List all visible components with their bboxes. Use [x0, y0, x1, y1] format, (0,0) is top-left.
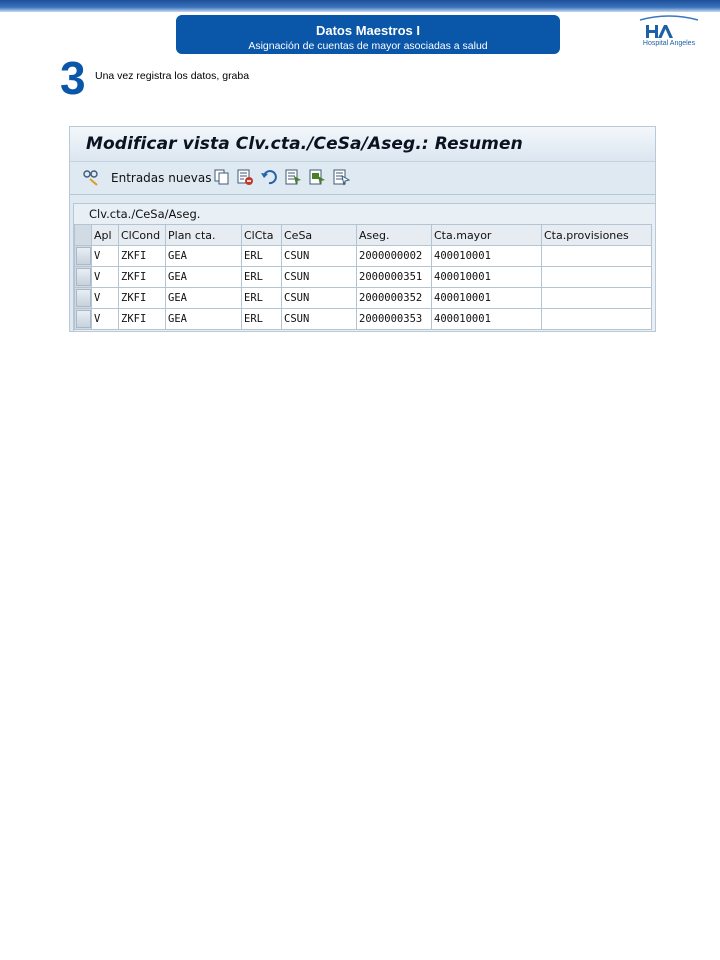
deselect-all-icon[interactable] — [332, 168, 350, 186]
table-cell[interactable]: GEA — [166, 288, 242, 309]
sap-screenshot — [69, 126, 656, 332]
table-cell[interactable]: GEA — [166, 309, 242, 330]
table-cell[interactable]: 400010001 — [432, 288, 542, 309]
table-cell[interactable]: 400010001 — [432, 267, 542, 288]
hospital-angeles-logo — [634, 14, 704, 50]
table-cell[interactable]: CSUN — [282, 288, 357, 309]
table-cell[interactable]: ERL — [242, 288, 282, 309]
table-cell[interactable] — [542, 267, 652, 288]
sap-screen-title: Modificar vista Clv.cta./CeSa/Aseg.: Resumen — [86, 134, 523, 154]
table-cell[interactable]: V — [92, 309, 119, 330]
table-cell[interactable]: 2000000352 — [357, 288, 432, 309]
copy-icon[interactable] — [212, 168, 230, 186]
column-header[interactable]: Apl — [92, 225, 119, 246]
delete-icon[interactable] — [236, 168, 254, 186]
column-header[interactable]: Aseg. — [357, 225, 432, 246]
column-header[interactable]: ClCond — [119, 225, 166, 246]
sap-toolbar — [70, 162, 655, 195]
table-cell[interactable]: 2000000351 — [357, 267, 432, 288]
step-number: 3 — [60, 52, 86, 104]
step-instruction: Una vez registra los datos, graba — [95, 70, 250, 82]
sap-title-bar — [70, 127, 655, 162]
table-cell[interactable]: ZKFI — [119, 267, 166, 288]
table-caption: Clv.cta./CeSa/Aseg. — [89, 207, 201, 221]
table-cell[interactable]: ZKFI — [119, 246, 166, 267]
table-cell[interactable] — [542, 288, 652, 309]
table-cell[interactable] — [542, 246, 652, 267]
edit-glasses-icon[interactable] — [82, 168, 100, 186]
row-selector[interactable] — [75, 288, 92, 309]
table-cell[interactable]: CSUN — [282, 267, 357, 288]
table-cell[interactable]: GEA — [166, 267, 242, 288]
select-all-cell[interactable] — [75, 225, 92, 246]
column-header[interactable]: ClCta — [242, 225, 282, 246]
table-cell[interactable]: V — [92, 288, 119, 309]
table-row[interactable] — [75, 246, 652, 267]
row-selector[interactable] — [75, 309, 92, 330]
column-header[interactable]: Cta.mayor — [432, 225, 542, 246]
table-cell[interactable]: ERL — [242, 246, 282, 267]
table-row[interactable] — [75, 267, 652, 288]
table-cell[interactable]: 400010001 — [432, 246, 542, 267]
column-header[interactable]: Plan cta. — [166, 225, 242, 246]
table-cell[interactable]: CSUN — [282, 246, 357, 267]
table-cell[interactable]: 2000000353 — [357, 309, 432, 330]
table-cell[interactable]: V — [92, 267, 119, 288]
document-subtitle: Asignación de cuentas de mayor asociadas a salud — [248, 40, 488, 52]
column-header[interactable]: CeSa — [282, 225, 357, 246]
table-cell[interactable]: ERL — [242, 309, 282, 330]
table-panel — [73, 203, 656, 332]
document-title: Datos Maestros I — [315, 23, 421, 38]
top-decorative-band — [0, 0, 720, 12]
table-cell[interactable]: CSUN — [282, 309, 357, 330]
select-block-icon[interactable] — [308, 168, 326, 186]
table-cell[interactable]: ZKFI — [119, 309, 166, 330]
table-cell[interactable]: 2000000002 — [357, 246, 432, 267]
row-selector[interactable] — [75, 246, 92, 267]
new-entries-button[interactable]: Entradas nuevas — [111, 171, 212, 185]
document-header — [176, 15, 560, 54]
table-header-row — [75, 225, 652, 246]
select-all-icon[interactable] — [284, 168, 302, 186]
table-row[interactable] — [75, 309, 652, 330]
table-cell[interactable] — [542, 309, 652, 330]
table-row[interactable] — [75, 288, 652, 309]
table-cell[interactable]: 400010001 — [432, 309, 542, 330]
row-selector[interactable] — [75, 267, 92, 288]
table-cell[interactable]: ERL — [242, 267, 282, 288]
data-table — [74, 224, 652, 330]
column-header[interactable]: Cta.provisiones — [542, 225, 652, 246]
logo-text: Hospital Angeles — [642, 40, 696, 47]
table-cell[interactable]: ZKFI — [119, 288, 166, 309]
table-cell[interactable]: GEA — [166, 246, 242, 267]
table-cell[interactable]: V — [92, 246, 119, 267]
undo-icon[interactable] — [260, 168, 278, 186]
